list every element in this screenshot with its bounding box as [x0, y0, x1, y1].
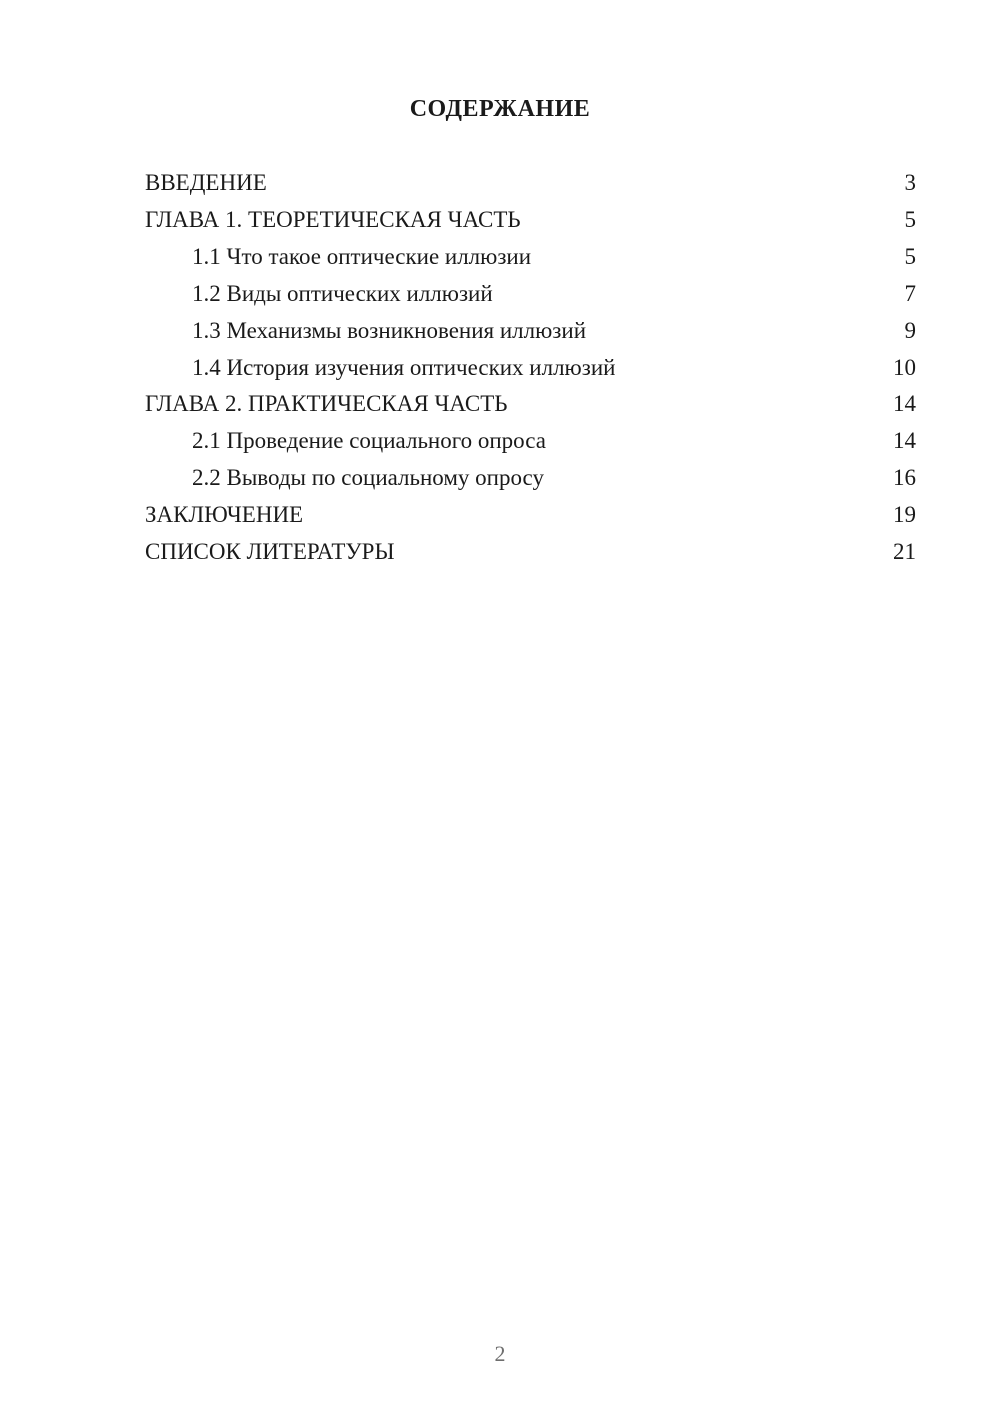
toc-entry-label: 1.3 Механизмы возникновения иллюзий	[192, 317, 587, 343]
footer-page-number: 2	[494, 1341, 506, 1366]
toc-entry-page-number: 14	[893, 428, 916, 454]
toc-entry	[145, 497, 916, 534]
toc-entry-label: 2.1 Проведение социального опроса	[192, 428, 546, 454]
toc-entry-page-number: 10	[893, 354, 916, 380]
toc-entry-page-number: 21	[893, 539, 916, 565]
toc-entry	[145, 423, 916, 460]
toc-entry-label: ВВЕДЕНИЕ	[145, 170, 267, 195]
page-title: СОДЕРЖАНИЕ	[409, 96, 591, 122]
toc-entry-page-number: 3	[904, 170, 916, 195]
toc-entry-label: 1.2 Виды оптических иллюзий	[192, 280, 493, 306]
toc-entry-label: 2.2 Выводы по социальному опросу	[192, 465, 544, 491]
toc-entry-page-number: 16	[893, 465, 916, 491]
toc-entry	[145, 202, 916, 239]
toc-entry-label: 1.1 Что такое оптические иллюзии	[192, 243, 532, 269]
toc-entry	[145, 534, 916, 571]
toc-entry-label: СПИСОК ЛИТЕРАТУРЫ	[145, 539, 395, 565]
toc-entry	[145, 386, 916, 423]
toc-entry-page-number: 9	[904, 317, 916, 343]
toc-entry	[145, 165, 916, 202]
toc-entry-page-number: 14	[893, 391, 916, 417]
toc-entry-label: ГЛАВА 1. ТЕОРЕТИЧЕСКАЯ ЧАСТЬ	[145, 206, 521, 232]
toc-entry-page-number: 5	[904, 206, 916, 232]
toc-entry	[145, 239, 916, 276]
toc-entry-page-number: 7	[904, 280, 916, 306]
toc-entry	[145, 313, 916, 350]
toc-entry-label: 1.4 История изучения оптических иллюзий	[192, 354, 616, 380]
toc-entry-label: ГЛАВА 2. ПРАКТИЧЕСКАЯ ЧАСТЬ	[145, 391, 508, 417]
toc-entry	[145, 350, 916, 387]
toc-list	[145, 165, 916, 571]
toc-entry	[145, 276, 916, 313]
toc-entry-page-number: 19	[893, 502, 916, 528]
toc-entry-page-number: 5	[904, 243, 916, 269]
toc-entry	[145, 460, 916, 497]
toc-entry-label: ЗАКЛЮЧЕНИЕ	[145, 502, 304, 528]
